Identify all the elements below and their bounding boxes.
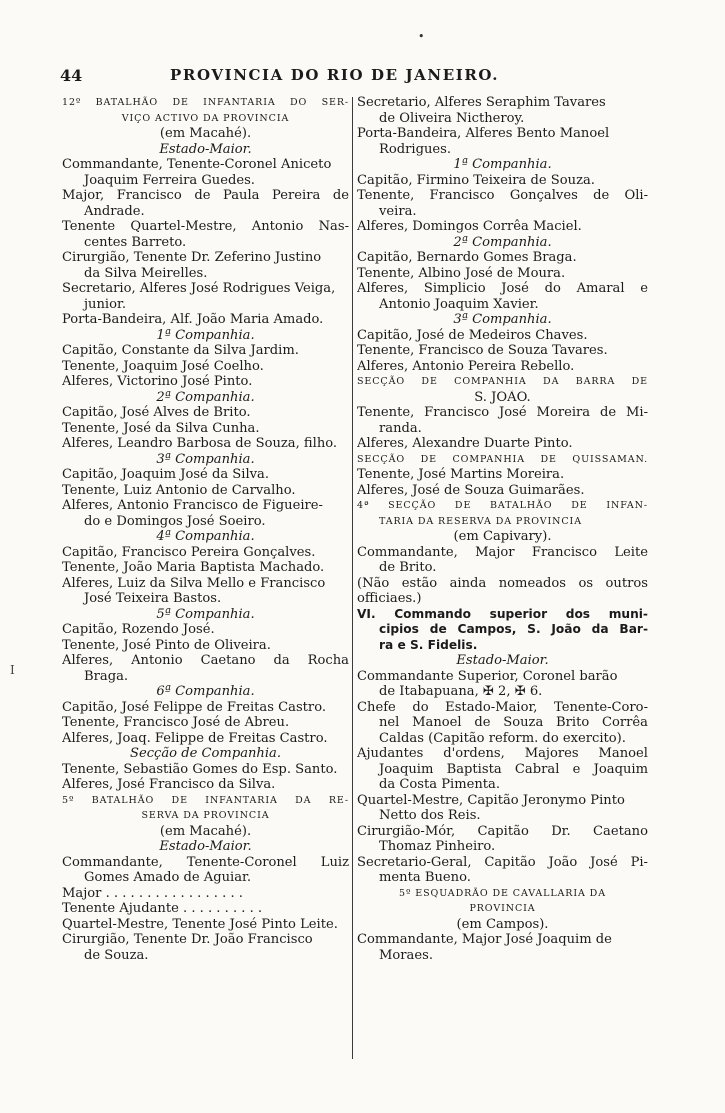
text-line: (em Macahé).: [159, 126, 252, 141]
text-line: (em Capivary).: [453, 529, 552, 544]
text-line: Braga.: [84, 668, 129, 684]
text-line: Alferes, José de Souza Guimarães.: [357, 482, 585, 498]
text-line: Alferes, Victorino José Pinto.: [62, 374, 253, 389]
text-line: Tenente, Francisco de Souza Tavares.: [357, 343, 608, 358]
text-line: veira.: [379, 203, 417, 219]
text-line: 4ª SECÇÃO DE BATALHÃO DE INFAN-: [357, 500, 648, 511]
text-line: Joaquim Ferreira Guedes.: [84, 172, 255, 188]
text-line: (em Macahé).: [159, 823, 252, 839]
text-line: Tenente, Joaquim José Coelho.: [62, 358, 264, 374]
text-line: VI. Commando superior dos muni-: [357, 606, 648, 621]
text-line: Tenente, Francisco Gonçalves de Oli-: [357, 188, 648, 203]
text-line: SECÇÃO DE COMPANHIA DE QUISSAMAN.: [357, 453, 648, 465]
text-line: 5º BATALHÃO DE INFANTARIA DA RE-: [62, 794, 349, 806]
column-divider: [352, 97, 353, 1059]
text-line: 3ª Companhia.: [453, 312, 552, 327]
text-line: Quartel-Mestre, Capitão Jeronymo Pinto: [357, 792, 625, 808]
text-line: ra e S. Fidelis.: [379, 637, 478, 652]
text-line: Commandante, Major Francisco Leite: [357, 544, 648, 560]
text-line: Tenente Quartel-Mestre, Antonio Nas-: [62, 219, 349, 234]
text-line: Netto dos Reis.: [379, 808, 481, 823]
text-line: 3ª Companhia.: [156, 451, 255, 467]
running-header: [60, 66, 660, 86]
text-line: Alferes, Antonio Caetano da Rocha: [62, 653, 349, 668]
text-line: Ajudantes d'ordens, Majores Manoel: [357, 746, 648, 761]
text-line: (Não estão ainda nomeados os outros: [357, 575, 648, 591]
text-line: de Oliveira Nictheroy.: [379, 110, 525, 126]
text-line: Moraes.: [379, 947, 433, 963]
text-line: Tenente, Sebastião Gomes do Esp. Santo.: [62, 761, 338, 777]
text-line: junior.: [84, 296, 126, 312]
text-line: Thomaz Pinheiro.: [379, 839, 496, 854]
text-line: Capitão, José Alves de Brito.: [62, 405, 251, 420]
text-line: Commandante Superior, Coronel barão: [357, 668, 618, 684]
page-number: 44: [60, 66, 83, 85]
margin-mark: I: [10, 663, 15, 677]
right-column: [357, 95, 648, 963]
text-line: menta Bueno.: [379, 870, 471, 885]
text-line: Porta-Bandeira, Alferes Bento Manoel: [357, 126, 610, 141]
text-line: Tenente, José Pinto de Oliveira.: [62, 637, 271, 653]
text-line: da Costa Pimenta.: [379, 777, 501, 792]
text-line: Major, Francisco de Paula Pereira de: [62, 188, 349, 203]
text-line: do e Domingos José Soeiro.: [84, 513, 266, 529]
text-line: 5ª Companhia.: [156, 606, 255, 622]
text-line: 4ª Companhia.: [156, 529, 255, 544]
text-line: Alferes, Joaq. Felippe de Freitas Castro.: [62, 730, 328, 746]
text-line: Secção de Companhia.: [129, 746, 282, 761]
text-line: de Souza.: [84, 947, 149, 963]
printer-dot: •: [418, 30, 425, 43]
text-line: Alferes, José Francisco da Silva.: [62, 777, 276, 792]
text-line: Joaquim Baptista Cabral e Joaquim: [379, 761, 648, 777]
text-line: Capitão, Firmino Teixeira de Souza.: [357, 172, 595, 188]
text-line: de Brito.: [379, 560, 437, 575]
text-line: Gomes Amado de Aguiar.: [84, 870, 252, 885]
page-title: PROVINCIA DO RIO DE JANEIRO.: [170, 66, 500, 84]
text-line: SERVA DA PROVINCIA: [141, 810, 270, 821]
text-line: Secretario, Alferes José Rodrigues Veiga,: [62, 281, 336, 296]
text-line: Quartel-Mestre, Tenente José Pinto Leite.: [62, 916, 338, 932]
text-line: Commandante, Major José Joaquim de: [357, 932, 612, 947]
text-line: Alferes, Antonio Pereira Rebello.: [357, 358, 575, 374]
text-line: José Teixeira Bastos.: [84, 591, 222, 606]
text-line: 12º BATALHÃO DE INFANTARIA DO SER-: [62, 97, 349, 108]
text-line: Cirurgião-Mór, Capitão Dr. Caetano: [357, 823, 648, 839]
text-line: Major . . . . . . . . . . . . . . . . .: [62, 885, 243, 901]
text-line: Alferes, Alexandre Duarte Pinto.: [357, 436, 573, 451]
text-line: Capitão, Joaquim José da Silva.: [62, 467, 270, 482]
text-line: SECÇÃO DE COMPANHIA DA BARRA DE: [357, 376, 648, 387]
text-line: 5º ESQUADRÃO DE CAVALLARIA DA: [399, 887, 606, 899]
text-line: 1ª Companhia.: [453, 157, 552, 172]
text-line: Alferes, Leandro Barbosa de Souza, filho.: [62, 436, 338, 451]
text-line: Tenente, João Maria Baptista Machado.: [62, 560, 325, 575]
text-line: TARIA DA RESERVA DA PROVINCIA: [379, 515, 582, 527]
text-line: Secretario, Alferes Seraphim Tavares: [357, 95, 606, 110]
text-line: Tenente, Albino José de Moura.: [357, 265, 566, 281]
text-line: Alferes, Simplicio José do Amaral e: [357, 281, 648, 296]
text-line: Estado-Maior.: [159, 839, 252, 854]
text-line: officiaes.): [357, 591, 422, 606]
text-line: Estado-Maior.: [456, 653, 549, 668]
text-line: Alferes, Domingos Corrêa Maciel.: [357, 219, 582, 234]
text-line: Tenente, Francisco José Moreira de Mi-: [357, 405, 648, 420]
text-line: Andrade.: [84, 203, 145, 219]
text-line: Capitão, Francisco Pereira Gonçalves.: [62, 544, 316, 560]
text-line: Rodrigues.: [379, 141, 452, 157]
text-line: Alferes, Luiz da Silva Mello e Francisco: [62, 575, 326, 591]
text-line: Capitão, Rozendo José.: [62, 622, 215, 637]
text-line: PROVINCIA: [469, 903, 536, 914]
text-line: Tenente, Luiz Antonio de Carvalho.: [62, 482, 296, 498]
text-line: Cirurgião, Tenente Dr. João Francisco: [62, 932, 313, 947]
text-line: Chefe do Estado-Maior, Tenente-Coro-: [357, 699, 648, 715]
text-line: Alferes, Antonio Francisco de Figueire-: [62, 498, 323, 513]
text-line: Tenente Ajudante . . . . . . . . . .: [62, 901, 263, 916]
text-line: Tenente, Francisco José de Abreu.: [62, 715, 290, 730]
text-line: Estado-Maior.: [159, 141, 252, 157]
text-line: 6ª Companhia.: [156, 684, 255, 699]
text-line: Capitão, José Felippe de Freitas Castro.: [62, 699, 327, 715]
text-line: S. JOÃO.: [474, 389, 531, 405]
text-line: 2ª Companhia.: [156, 389, 255, 405]
text-line: Capitão, Bernardo Gomes Braga.: [357, 250, 577, 265]
text-line: randa.: [379, 420, 422, 436]
text-line: Tenente, José Martins Moreira.: [357, 467, 565, 482]
text-line: Capitão, Constante da Silva Jardim.: [62, 343, 299, 358]
text-line: da Silva Meirelles.: [84, 265, 208, 281]
text-line: Commandante, Tenente-Coronel Luiz: [62, 854, 349, 870]
text-line: (em Campos).: [456, 916, 549, 932]
text-line: nel Manoel de Souza Brito Corrêa: [379, 715, 648, 730]
left-column: [62, 95, 349, 963]
text-line: cipios de Campos, S. João da Bar-: [379, 622, 648, 636]
text-line: Porta-Bandeira, Alf. João Maria Amado.: [62, 312, 324, 327]
text-line: de Itabapuana, ✠ 2, ✠ 6.: [379, 684, 543, 699]
text-line: 1ª Companhia.: [156, 327, 255, 343]
text-line: centes Barreto.: [84, 234, 187, 250]
text-line: Secretario-Geral, Capitão João José Pi-: [357, 854, 648, 870]
text-line: Cirurgião, Tenente Dr. Zeferino Justino: [62, 250, 322, 265]
text-line: Tenente, José da Silva Cunha.: [62, 420, 260, 436]
text-line: Capitão, José de Medeiros Chaves.: [357, 327, 588, 343]
text-line: 2ª Companhia.: [453, 234, 552, 250]
text-line: Commandante, Tenente-Coronel Aniceto: [62, 157, 332, 172]
text-line: Caldas (Capitão reform. do exercito).: [379, 730, 626, 746]
text-line: Antonio Joaquim Xavier.: [379, 296, 539, 312]
text-line: VIÇO ACTIVO DA PROVINCIA: [121, 112, 290, 124]
